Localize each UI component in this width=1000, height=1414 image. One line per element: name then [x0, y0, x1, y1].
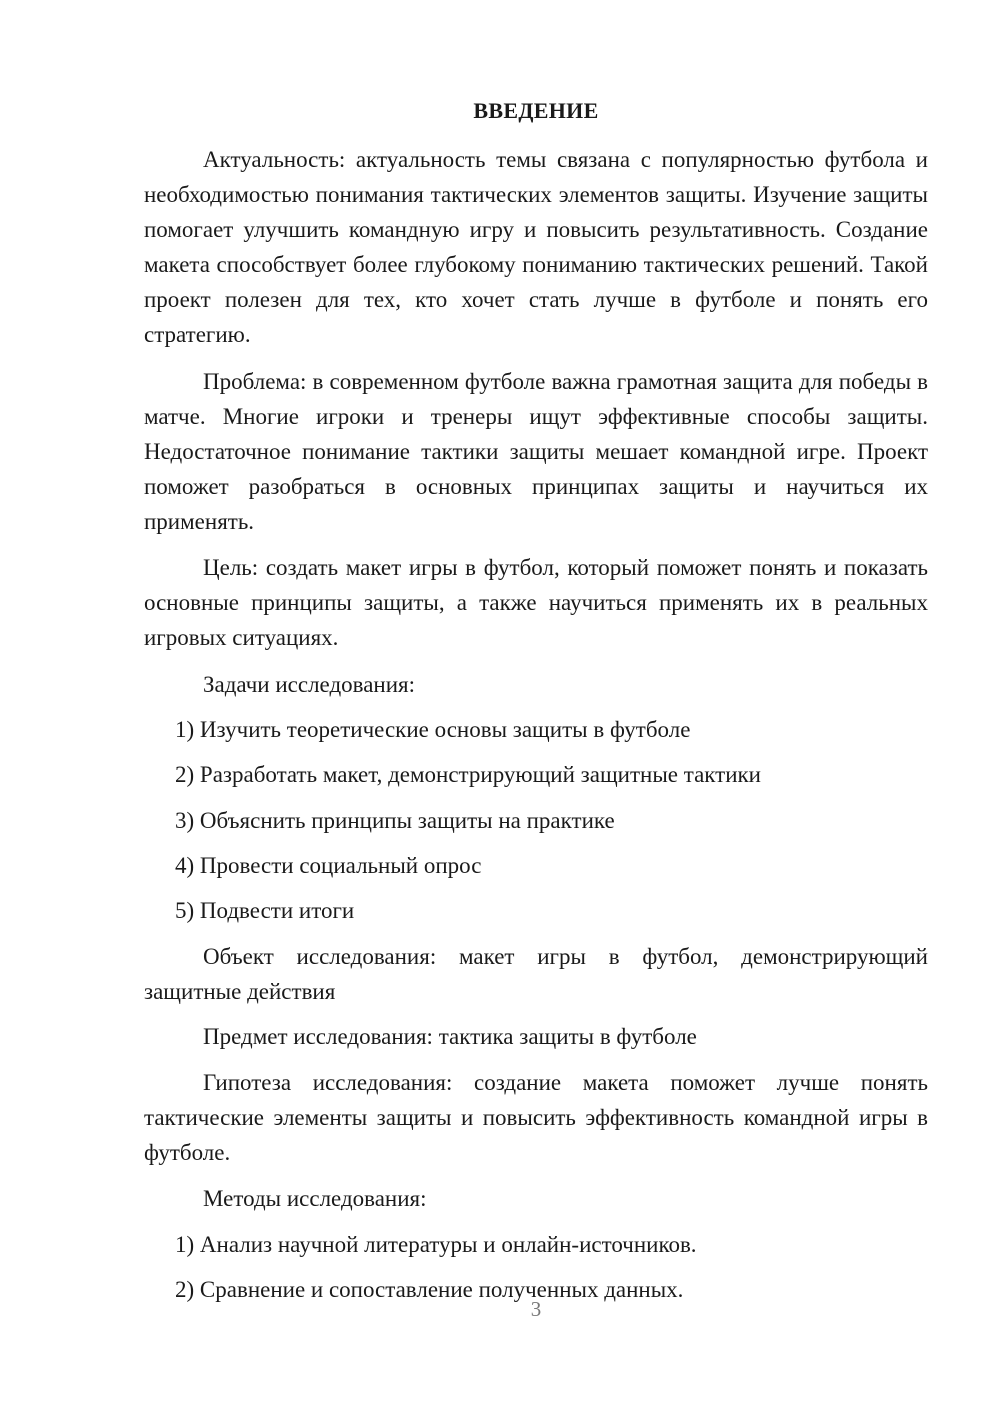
methods-heading: Методы исследования: — [203, 1186, 427, 1211]
object-paragraph: Объект исследования: макет игры в футбол, демонстрирующий защитные действия — [144, 944, 928, 1004]
page-number: 3 — [530, 1297, 542, 1321]
hypothesis-paragraph: Гипотеза исследования: создание макета поможет лучше понять тактические элементы защиты и повысить эффективность командной игры в футболе. — [144, 1070, 928, 1165]
task-item-3: 3) Объяснить принципы защиты на практике — [175, 808, 615, 833]
task-item-5: 5) Подвести итоги — [175, 898, 355, 923]
task-item-1: 1) Изучить теоретические основы защиты в футболе — [175, 717, 691, 742]
goal-paragraph: Цель: создать макет игры в футбол, который поможет понять и показать основные принципы защиты, а также научиться применять их в реальных игровых ситуациях. — [144, 555, 928, 650]
task-item-2: 2) Разработать макет, демонстрирующий защитные тактики — [175, 762, 761, 787]
method-item-2: 2) Сравнение и сопоставление полученных данных. — [175, 1277, 684, 1302]
subject-paragraph: Предмет исследования: тактика защиты в футболе — [203, 1024, 697, 1049]
tasks-heading: Задачи исследования: — [203, 672, 416, 697]
page-title: ВВЕДЕНИЕ — [473, 98, 599, 123]
problem-paragraph: Проблема: в современном футболе важна грамотная защита для победы в матче. Многие игроки и тренеры ищут эффективные способы защиты. Недостаточное понимание тактики защиты мешает командной игре. Проект поможет разобраться в основных принципах защиты и научиться их применять. — [144, 369, 928, 534]
task-item-4: 4) Провести социальный опрос — [175, 853, 482, 878]
method-item-1: 1) Анализ научной литературы и онлайн-источников. — [175, 1232, 697, 1257]
relevance-paragraph: Актуальность: актуальность темы связана с популярностью футбола и необходимостью понимания тактических элементов защиты. Изучение защиты помогает улучшить командную игру и повысить результативность. Создание макета способствует более глубокому пониманию тактических решений. Такой проект полезен для тех, кто хочет стать лучше в футболе и понять его стратегию. — [144, 147, 928, 347]
